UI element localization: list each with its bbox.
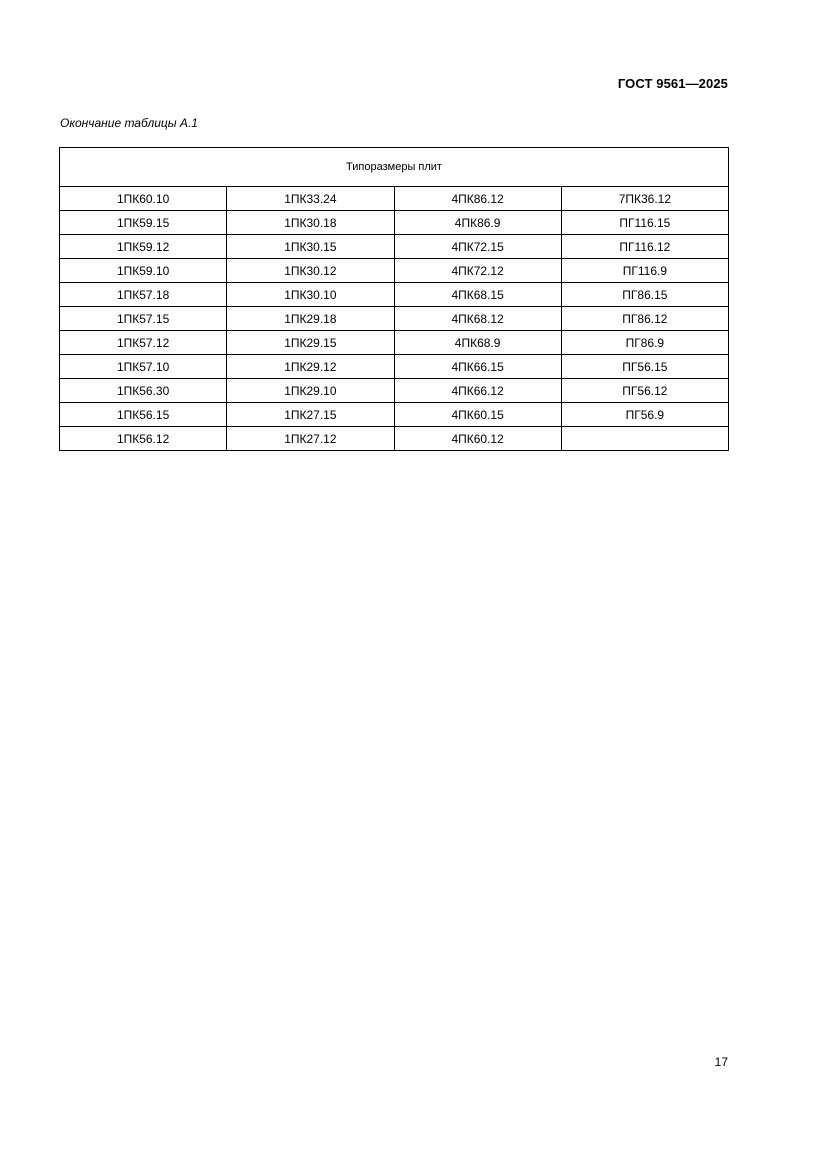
table-caption: Окончание таблицы А.1 [60, 116, 198, 130]
table-row [60, 283, 729, 307]
table-cell: ПГ116.15 [561, 211, 728, 235]
table-cell: 1ПК60.10 [60, 187, 227, 211]
table-row [60, 235, 729, 259]
table-row [60, 331, 729, 355]
table-cell: 1ПК33.24 [227, 187, 394, 211]
table-cell: ПГ86.15 [561, 283, 728, 307]
table-cell: 1ПК56.30 [60, 379, 227, 403]
table-header: Типоразмеры плит [60, 148, 729, 187]
page-number: 17 [714, 1055, 728, 1069]
table-cell: 4ПК72.12 [394, 259, 561, 283]
table-cell [561, 427, 728, 451]
table-cell: 1ПК30.18 [227, 211, 394, 235]
table-cell: 1ПК59.15 [60, 211, 227, 235]
document-code: ГОСТ 9561—2025 [617, 76, 728, 91]
table-cell: 1ПК57.12 [60, 331, 227, 355]
table-cell: 4ПК60.12 [394, 427, 561, 451]
table-cell: 1ПК59.10 [60, 259, 227, 283]
table-cell: ПГ116.12 [561, 235, 728, 259]
table-cell: 1ПК29.10 [227, 379, 394, 403]
table-row [60, 355, 729, 379]
table-cell: 1ПК29.18 [227, 307, 394, 331]
table-cell: 4ПК68.12 [394, 307, 561, 331]
table-cell: 1ПК56.12 [60, 427, 227, 451]
table-row [60, 427, 729, 451]
table-cell: ПГ56.12 [561, 379, 728, 403]
table-cell: 1ПК30.12 [227, 259, 394, 283]
table-row [60, 259, 729, 283]
table-cell: 4ПК86.9 [394, 211, 561, 235]
table-cell: 4ПК72.15 [394, 235, 561, 259]
table-cell: 1ПК30.10 [227, 283, 394, 307]
table-row [60, 211, 729, 235]
table-cell: 1ПК59.12 [60, 235, 227, 259]
table-row [60, 307, 729, 331]
table-cell: ПГ116.9 [561, 259, 728, 283]
table-cell: 1ПК29.15 [227, 331, 394, 355]
table-cell: 4ПК60.15 [394, 403, 561, 427]
table-cell: 1ПК57.15 [60, 307, 227, 331]
table-cell: 4ПК86.12 [394, 187, 561, 211]
table-cell: 4ПК68.9 [394, 331, 561, 355]
table-cell: 7ПК36.12 [561, 187, 728, 211]
table-header-row [60, 148, 729, 187]
table-row [60, 403, 729, 427]
table-cell: 1ПК30.15 [227, 235, 394, 259]
table-cell: 1ПК29.12 [227, 355, 394, 379]
table-cell: 1ПК57.10 [60, 355, 227, 379]
table-cell: 4ПК66.12 [394, 379, 561, 403]
table-cell: ПГ56.15 [561, 355, 728, 379]
table-cell: 4ПК66.15 [394, 355, 561, 379]
table-cell: 1ПК27.12 [227, 427, 394, 451]
table-row [60, 379, 729, 403]
table-cell: 1ПК56.15 [60, 403, 227, 427]
table-cell: ПГ86.9 [561, 331, 728, 355]
table-cell: 1ПК27.15 [227, 403, 394, 427]
slab-sizes-table [59, 147, 729, 451]
table-cell: ПГ56.9 [561, 403, 728, 427]
table-row [60, 187, 729, 211]
table-cell: 4ПК68.15 [394, 283, 561, 307]
table-body [60, 187, 729, 451]
table-cell: 1ПК57.18 [60, 283, 227, 307]
table-cell: ПГ86.12 [561, 307, 728, 331]
